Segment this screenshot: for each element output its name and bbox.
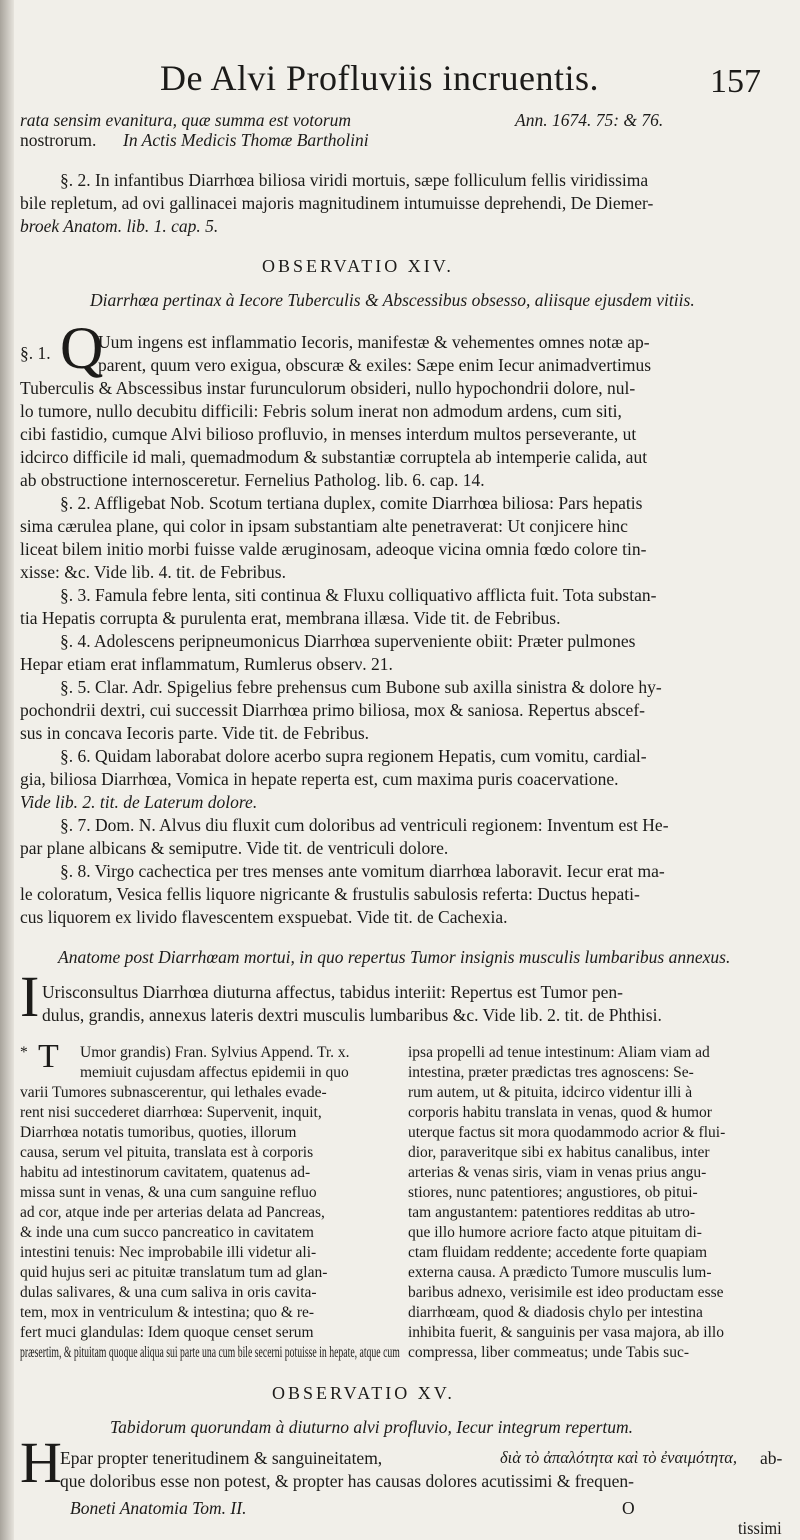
drop-cap: I xyxy=(20,964,40,1029)
text-line: Diarrhœa notatis tumoribus, quoties, illorum xyxy=(20,1124,297,1141)
text-line: Umor grandis) Fran. Sylvius Append. Tr. x. xyxy=(80,1044,350,1061)
section-mark: §. 1. xyxy=(20,343,51,363)
text-line: bile repletum, ad ovi gallinacei majoris magnitudinem intumuisse deprehendi, De Diemer- xyxy=(20,193,654,213)
text-line: corporis habitu translata in venas, quod & humor xyxy=(408,1104,712,1121)
text-line: dulus, grandis, annexus lateris dextri musculis lumbaribus &c. Vide lib. 2. tit. de Phthisi. xyxy=(42,1005,662,1025)
text-line: cibi fastidio, cumque Alvi bilioso profluvio, in menses interdum multos perseverante, ut xyxy=(20,424,637,444)
text-line: broek Anatom. lib. 1. cap. 5. xyxy=(20,216,219,236)
text-line: idcirco difficile id mali, quemadmodum & substantiæ corruptela ab intemperie calida, aut xyxy=(20,447,648,467)
text-line: liceat bilem initio morbi fuisse valde æruginosam, adeoque vicina omnia fœdo colore tin- xyxy=(20,539,647,559)
text-line: arterias & venas siris, viam in venas prius angu- xyxy=(408,1164,707,1181)
text-line: varii Tumores subnascerentur, qui lethales evade- xyxy=(20,1084,327,1101)
text-line: Hepar etiam erat inflammatum, Rumlerus obserν. 21. xyxy=(20,654,393,674)
text-line: §. 2. Affligebat Nob. Scotum tertiana duplex, comite Diarrhœa biliosa: Pars hepatis xyxy=(60,493,643,513)
drop-cap: Q xyxy=(60,315,104,381)
text-line: causa, serum vel pituita, translata est à corporis xyxy=(20,1144,314,1161)
page-number: 157 xyxy=(710,63,761,100)
text-line: §. 6. Quidam laborabat dolore acerbo supra regionem Hepatis, cum vomitu, cardial- xyxy=(60,746,647,766)
text-line: pochondrii dextri, cui successit Diarrhœa primo biliosa, mox & saniosa. Repertus abscef- xyxy=(20,700,645,720)
text-line: stiores, nunc patentiores; angustiores, ob pitui- xyxy=(408,1184,698,1201)
text-line: lo tumore, nullo decubitu difficili: Febris solum inerat non admodum ardens, cum siti, xyxy=(20,401,622,421)
text-line: intestina, præter prædictas tres agnoscens: Se- xyxy=(408,1064,694,1081)
text-line: Tuberculis & Abscessibus instar furunculorum obsideri, nullo hypochondrii dolore, nul- xyxy=(20,378,636,398)
text-line: nostrorum. xyxy=(20,130,97,150)
text-line: ab obstructione internosceretur. Fernelius Patholog. lib. 6. cap. 14. xyxy=(20,470,485,490)
signature-line: Boneti Anatomia Tom. II. xyxy=(70,1498,247,1518)
text-line: Urisconsultus Diarrhœa diuturna affectus, tabidus interiit: Repertus est Tumor pen- xyxy=(42,982,623,1002)
text-line: que doloribus esse non potest, & propter has causas dolores acutissimi & frequen- xyxy=(60,1471,634,1491)
text-line: gia, biliosa Diarrhœa, Vomica in hepate reperta est, cum maxima puris coacervatione. xyxy=(20,769,619,789)
signature-mark: O xyxy=(622,1498,635,1518)
text-line: le coloratum, Vesica fellis liquore nigricante & frustulis sabulosis referta: Ductus hepati- xyxy=(20,884,640,904)
text-line: §. 5. Clar. Adr. Spigelius febre prehensus cum Bubone sub axilla sinistra & dolore hy- xyxy=(60,677,662,697)
text-line: cus liquorem ex livido flavescentem exspuebat. Vide tit. de Cachexia. xyxy=(20,907,508,927)
text-line: que illo humore acriore facto atque pituitam di- xyxy=(408,1224,702,1241)
text-line: dulas salivares, & una cum saliva in oris cavita- xyxy=(20,1284,317,1301)
text-line: sus in concava Iecoris parte. Vide tit. de Febribus. xyxy=(20,723,370,743)
drop-cap: H xyxy=(20,1430,62,1495)
text-line: xisse: &c. Vide lib. 4. tit. de Febribus. xyxy=(20,562,286,582)
text-line: In Actis Medicis Thomæ Bartholini xyxy=(123,130,369,150)
observation-subtitle: Diarrhœa pertinax à Iecore Tuberculis & Abscessibus obsesso, aliisque ejusdem vitiis. xyxy=(90,290,695,310)
text-line: uterque factus sit mora quodammodo acrior & flui- xyxy=(408,1124,726,1141)
text-line: Ann. 1674. 75: & 76. xyxy=(515,110,664,130)
text-line: baribus adnexo, verisimile est ideo productam esse xyxy=(408,1284,724,1301)
drop-cap: T xyxy=(38,1038,59,1075)
text-line: externa causa. A prædicto Tumore musculis lum- xyxy=(408,1264,712,1281)
text-line: fert muci glandulas: Idem quoque censet serum xyxy=(20,1324,314,1341)
text-line: Vide lib. 2. tit. de Laterum dolore. xyxy=(20,792,258,812)
text-line: §. 4. Adolescens peripneumonicus Diarrhœa superveniente obiit: Præter pulmones xyxy=(60,631,636,651)
text-line: tam angustantem: patentiores redditas ab utro- xyxy=(408,1204,696,1221)
text-line: ctam fluidam reddente; accedente forte quapiam xyxy=(408,1244,708,1261)
text-line: Epar propter teneritudinem & sanguineitatem, xyxy=(60,1448,383,1468)
observation-heading: OBSERVATIO XV. xyxy=(272,1383,455,1403)
text-line: tem, mox in ventriculum & intestina; quo & re- xyxy=(20,1304,315,1321)
text-line: ab- xyxy=(760,1448,783,1468)
text-line: intestini tenuis: Nec improbabile illi videtur ali- xyxy=(20,1244,317,1261)
text-line: §. 3. Famula febre lenta, siti continua & Fluxu colliquativo afflicta fuit. Tota substan- xyxy=(60,585,657,605)
text-line: habitu ad intestinorum cavitatem, quatenus ad- xyxy=(20,1164,311,1181)
observation-subtitle: Tabidorum quorundam à diuturno alvi profluvio, Iecur integrum repertum. xyxy=(110,1417,634,1437)
text-line: quid hujus seri ac pituitæ translatum tum ad glan- xyxy=(20,1264,328,1281)
text-line: tia Hepatis corrupta & purulenta erat, membrana illæsa. Vide tit. de Febribus. xyxy=(20,608,561,628)
greek-quote: διὰ τὸ ἀπαλότητα καὶ τὸ ἐναιμότητα, xyxy=(500,1448,738,1467)
text-line: præsertim, & pituitam quoque aliqua sui parte una cum bile secerni potuisse in hepate, atque cum xyxy=(20,1344,400,1361)
text-line: compressa, liber commeatus; unde Tabis suc- xyxy=(408,1344,689,1361)
text-line: diarrhœam, quod & diadosis chylo per intestina xyxy=(408,1304,703,1321)
text-line: rum autem, ut & pituita, idcirco videntur illi à xyxy=(408,1084,693,1101)
page-edge-shadow xyxy=(0,0,14,1540)
catchword: tissimi xyxy=(738,1518,782,1538)
text-line: inhibita fuerit, & sanguinis per vasa majora, ab illo xyxy=(408,1324,724,1341)
text-line: ipsa propelli ad tenue intestinum: Aliam viam ad xyxy=(408,1044,710,1061)
text-line: sima cærulea plane, qui color in ipsam substantiam alte penetraverat: Ut conjicere hinc xyxy=(20,516,628,536)
text-line: parent, quum vero exigua, obscuræ & exiles: Sæpe enim Iecur animadvertimus xyxy=(98,355,652,375)
text-line: Uum ingens est inflammatio Iecoris, manifestæ & vehementes omnes notæ ap- xyxy=(98,332,650,352)
text-line: memiuit cujusdam affectus epidemii in quo xyxy=(80,1064,349,1081)
text-line: §. 8. Virgo cachectica per tres menses ante vomitum diarrhœa laboravit. Iecur erat ma- xyxy=(60,861,665,881)
observation-heading: OBSERVATIO XIV. xyxy=(262,256,454,276)
text-line: rata sensim evanitura, quæ summa est votorum xyxy=(20,110,352,130)
text-line: missa sunt in venas, & una cum sanguine refluo xyxy=(20,1184,317,1201)
text-line: dior, paraveritque sibi ex habitus canalibus, inter xyxy=(408,1144,710,1161)
running-header: De Alvi Profluviis incruentis. xyxy=(160,58,599,98)
text-line: & inde una cum succo pancreatico in cavitatem xyxy=(20,1224,314,1241)
text-line: §. 2. In infantibus Diarrhœa biliosa viridi mortuis, sæpe folliculum fellis viridissima xyxy=(60,170,649,190)
text-line: rent nisi succederet diarrhœa: Supervenit, inquit, xyxy=(20,1104,322,1121)
text-line: * xyxy=(20,1044,28,1061)
text-line: ad cor, atque inde per arterias delata ad Pancreas, xyxy=(20,1204,325,1221)
text-line: §. 7. Dom. N. Alvus diu fluxit cum doloribus ad ventriculi regionem: Inventum est He- xyxy=(60,815,669,835)
anatome-heading: Anatome post Diarrhœam mortui, in quo repertus Tumor insignis musculis lumbaribus annexus. xyxy=(58,947,731,967)
text-line: par plane albicans & semiputre. Vide tit. de ventriculi dolore. xyxy=(20,838,449,858)
